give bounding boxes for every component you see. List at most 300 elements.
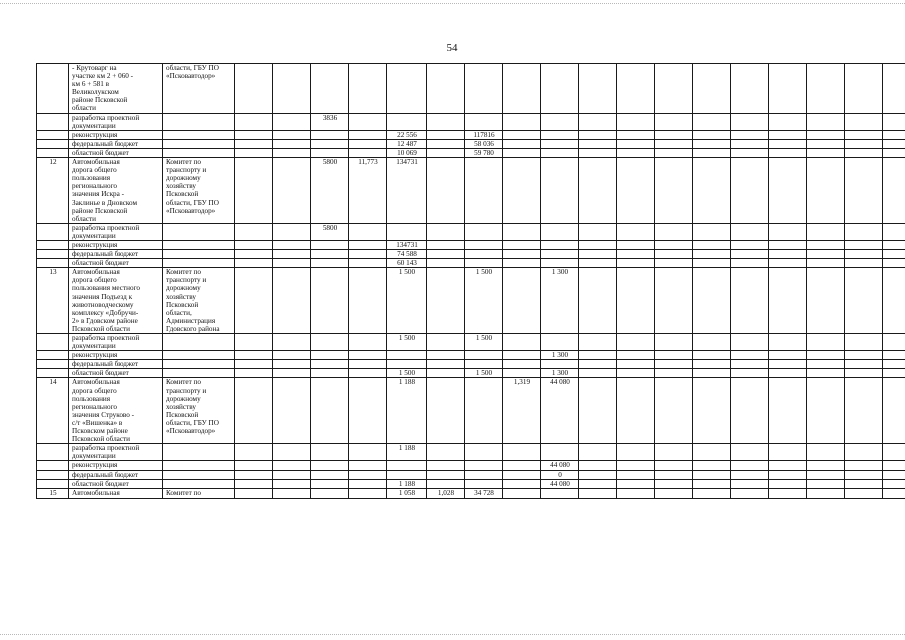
table-cell	[883, 488, 905, 498]
table-cell	[349, 378, 387, 444]
table-cell	[693, 444, 731, 461]
table-cell: 1 500	[387, 334, 427, 351]
table-cell	[427, 461, 465, 470]
table-cell	[845, 139, 883, 148]
table-cell	[427, 470, 465, 479]
table-cell	[769, 268, 807, 334]
table-cell	[807, 369, 845, 378]
table-cell	[387, 351, 427, 360]
table-cell	[235, 488, 273, 498]
table-cell	[311, 240, 349, 249]
table-row	[37, 158, 905, 224]
table-cell	[541, 360, 579, 369]
table-cell	[655, 334, 693, 351]
table-cell	[579, 223, 617, 240]
table-cell	[465, 378, 503, 444]
table-cell	[769, 334, 807, 351]
table-cell	[503, 488, 541, 498]
page-number: 54	[446, 42, 458, 54]
table-cell	[769, 369, 807, 378]
table-cell	[579, 470, 617, 479]
scan-edge-top	[0, 3, 905, 4]
table-cell	[503, 130, 541, 139]
table-cell	[427, 139, 465, 148]
table-subrow	[37, 351, 905, 360]
table-cell: 0	[541, 470, 579, 479]
table-cell	[807, 259, 845, 268]
table-cell	[845, 479, 883, 488]
table-cell	[541, 64, 579, 114]
table-cell	[273, 378, 311, 444]
table-cell	[617, 148, 655, 157]
table-cell	[503, 139, 541, 148]
table-cell	[731, 360, 769, 369]
table-cell	[427, 444, 465, 461]
table-cell	[235, 268, 273, 334]
table-cell: областной бюджет	[69, 479, 163, 488]
table-cell	[349, 223, 387, 240]
table-cell	[655, 113, 693, 130]
table-cell	[465, 444, 503, 461]
table-cell	[731, 369, 769, 378]
table-cell	[845, 64, 883, 114]
table-cell	[427, 64, 465, 114]
table-cell	[273, 334, 311, 351]
table-cell	[883, 369, 905, 378]
table-cell	[693, 378, 731, 444]
table-cell: Автомобильная дорога общего пользования регионального значения Струково - с/т «Вишенка» в Псковском районе Псковской области	[69, 378, 163, 444]
table-cell	[465, 250, 503, 259]
table-cell	[883, 378, 905, 444]
table-cell	[235, 378, 273, 444]
table-cell: Автомобильная дорога общего пользования местного значения Подъезд к животноводческому комплексу «Добручи- 2» в Гдовском районе Псковской области	[69, 268, 163, 334]
table-subrow	[37, 139, 905, 148]
table-cell	[731, 259, 769, 268]
table-cell	[427, 158, 465, 224]
table-cell	[845, 268, 883, 334]
table-cell	[579, 250, 617, 259]
table-cell	[731, 488, 769, 498]
projects-table	[36, 63, 905, 499]
table-cell	[235, 250, 273, 259]
table-cell	[541, 240, 579, 249]
table-cell	[427, 113, 465, 130]
table-cell	[655, 64, 693, 114]
table-cell	[273, 369, 311, 378]
table-cell	[37, 139, 69, 148]
table-cell	[273, 130, 311, 139]
table-cell	[37, 250, 69, 259]
table-cell: 1,028	[427, 488, 465, 498]
table-cell	[311, 369, 349, 378]
table-cell	[617, 259, 655, 268]
table-cell	[579, 64, 617, 114]
table-cell	[769, 223, 807, 240]
table-cell	[693, 259, 731, 268]
table-cell: разработка проектной документации	[69, 444, 163, 461]
table-cell	[579, 113, 617, 130]
table-cell	[37, 351, 69, 360]
table-cell: федеральный бюджет	[69, 250, 163, 259]
table-cell	[163, 479, 235, 488]
table-cell	[769, 444, 807, 461]
table-subrow	[37, 334, 905, 351]
table-cell	[273, 461, 311, 470]
table-cell	[807, 240, 845, 249]
table-cell	[731, 64, 769, 114]
table-cell	[883, 130, 905, 139]
table-cell	[163, 139, 235, 148]
table-cell	[579, 158, 617, 224]
table-cell	[273, 223, 311, 240]
table-cell: 15	[37, 488, 69, 498]
table-cell	[731, 334, 769, 351]
table-cell	[235, 259, 273, 268]
table-cell	[769, 130, 807, 139]
table-cell	[807, 488, 845, 498]
table-cell	[731, 444, 769, 461]
table-cell	[617, 351, 655, 360]
table-cell	[883, 113, 905, 130]
table-cell	[845, 488, 883, 498]
table-cell	[655, 470, 693, 479]
table-cell	[311, 470, 349, 479]
table-cell	[387, 470, 427, 479]
table-cell	[235, 479, 273, 488]
table-cell: 12 487	[387, 139, 427, 148]
table-subrow	[37, 360, 905, 369]
table-cell	[541, 158, 579, 224]
table-cell	[427, 240, 465, 249]
table-cell	[503, 148, 541, 157]
table-cell	[311, 378, 349, 444]
table-cell: реконструкция	[69, 461, 163, 470]
table-cell	[617, 240, 655, 249]
table-cell	[235, 351, 273, 360]
table-cell	[349, 130, 387, 139]
table-cell	[465, 351, 503, 360]
table-cell: 44 080	[541, 479, 579, 488]
table-cell	[807, 360, 845, 369]
table-cell: 44 080	[541, 378, 579, 444]
table-cell	[37, 334, 69, 351]
table-cell	[807, 130, 845, 139]
table-cell	[273, 148, 311, 157]
table-cell	[617, 378, 655, 444]
table-cell	[273, 259, 311, 268]
table-cell	[693, 268, 731, 334]
table-cell	[769, 378, 807, 444]
table-cell	[503, 461, 541, 470]
table-cell	[427, 223, 465, 240]
table-cell	[235, 470, 273, 479]
table-cell	[349, 334, 387, 351]
table-cell	[769, 259, 807, 268]
table-cell	[349, 240, 387, 249]
table-cell	[37, 223, 69, 240]
table-cell	[807, 139, 845, 148]
table-cell	[37, 148, 69, 157]
table-cell: Комитет по транспорту и дорожному хозяйству Псковской области, ГБУ ПО «Псковавтодор»	[163, 378, 235, 444]
table-cell: 134731	[387, 240, 427, 249]
table-cell	[311, 351, 349, 360]
table-cell: 1 500	[465, 334, 503, 351]
table-cell	[693, 360, 731, 369]
table-cell	[37, 259, 69, 268]
table-cell	[163, 130, 235, 139]
table-cell	[579, 130, 617, 139]
table-cell	[503, 444, 541, 461]
table-cell	[465, 240, 503, 249]
table-cell	[273, 351, 311, 360]
table-cell	[655, 479, 693, 488]
table-cell	[655, 351, 693, 360]
table-cell: 1 188	[387, 378, 427, 444]
table-cell	[163, 334, 235, 351]
table-cell	[883, 470, 905, 479]
table-cell	[693, 488, 731, 498]
table-cell	[807, 250, 845, 259]
table-cell	[769, 470, 807, 479]
table-cell	[617, 479, 655, 488]
table-cell	[731, 223, 769, 240]
table-cell	[579, 488, 617, 498]
table-cell	[769, 139, 807, 148]
table-cell	[387, 113, 427, 130]
table-cell: области, ГБУ ПО «Псковавтодор»	[163, 64, 235, 114]
table-cell	[37, 113, 69, 130]
table-cell	[693, 139, 731, 148]
table-subrow	[37, 223, 905, 240]
table-cell	[503, 334, 541, 351]
table-cell	[617, 488, 655, 498]
table-cell	[37, 64, 69, 114]
table-cell	[883, 479, 905, 488]
table-cell	[163, 470, 235, 479]
table-cell	[427, 360, 465, 369]
table-cell	[465, 64, 503, 114]
table-cell: 1 500	[387, 369, 427, 378]
table-cell	[349, 360, 387, 369]
table-cell	[311, 461, 349, 470]
table-cell	[163, 259, 235, 268]
table-cell	[883, 444, 905, 461]
table-cell	[37, 479, 69, 488]
table-cell: реконструкция	[69, 240, 163, 249]
table-cell	[655, 240, 693, 249]
table-cell	[427, 250, 465, 259]
table-cell	[503, 64, 541, 114]
table-cell	[769, 250, 807, 259]
table-cell: Комитет по транспорту и дорожному хозяйству Псковской области, ГБУ ПО «Псковавтодор»	[163, 158, 235, 224]
table-cell	[503, 113, 541, 130]
table-cell	[579, 444, 617, 461]
table-cell	[541, 488, 579, 498]
table-cell	[37, 130, 69, 139]
table-row	[37, 64, 905, 114]
table-cell	[617, 250, 655, 259]
table-cell	[235, 223, 273, 240]
table-cell	[163, 369, 235, 378]
table-cell	[693, 113, 731, 130]
table-cell	[731, 113, 769, 130]
table-cell	[807, 479, 845, 488]
table-cell	[845, 250, 883, 259]
table-cell	[731, 470, 769, 479]
table-subrow	[37, 479, 905, 488]
table-cell	[655, 488, 693, 498]
table-cell	[845, 369, 883, 378]
table-row	[37, 488, 905, 498]
table-cell	[579, 351, 617, 360]
table-cell	[655, 259, 693, 268]
table-cell	[311, 360, 349, 369]
table-cell	[311, 130, 349, 139]
table-cell	[883, 360, 905, 369]
table-cell	[845, 444, 883, 461]
table-subrow	[37, 148, 905, 157]
table-cell	[693, 158, 731, 224]
table-cell: 134731	[387, 158, 427, 224]
table-cell: 11,773	[349, 158, 387, 224]
table-cell	[235, 148, 273, 157]
table-cell	[503, 268, 541, 334]
table-cell: 44 080	[541, 461, 579, 470]
table-cell	[693, 470, 731, 479]
table-cell	[617, 360, 655, 369]
table-cell	[769, 148, 807, 157]
table-cell	[655, 139, 693, 148]
table-cell	[427, 369, 465, 378]
table-cell	[845, 158, 883, 224]
table-cell	[311, 64, 349, 114]
table-cell	[579, 378, 617, 444]
table-cell	[579, 369, 617, 378]
table-cell	[427, 259, 465, 268]
table-cell: 60 143	[387, 259, 427, 268]
table-cell: 34 728	[465, 488, 503, 498]
table-cell	[427, 130, 465, 139]
table-cell	[769, 461, 807, 470]
table-cell	[465, 479, 503, 488]
table-cell	[579, 148, 617, 157]
table-cell	[883, 158, 905, 224]
table-cell	[349, 250, 387, 259]
table-cell	[273, 113, 311, 130]
table-cell	[37, 470, 69, 479]
table-cell	[617, 470, 655, 479]
table-cell	[845, 148, 883, 157]
table-cell	[541, 139, 579, 148]
table-cell	[311, 488, 349, 498]
table-cell	[655, 148, 693, 157]
table-cell	[349, 113, 387, 130]
table-cell: 14	[37, 378, 69, 444]
table-cell	[579, 268, 617, 334]
table-cell	[845, 113, 883, 130]
table-cell	[349, 148, 387, 157]
table-cell	[37, 444, 69, 461]
table-row	[37, 378, 905, 444]
table-cell	[655, 378, 693, 444]
table-cell	[883, 334, 905, 351]
table-cell	[693, 130, 731, 139]
table-cell	[235, 369, 273, 378]
table-cell: 1,319	[503, 378, 541, 444]
table-cell	[807, 223, 845, 240]
table-cell	[235, 158, 273, 224]
table-cell	[349, 444, 387, 461]
table-cell	[655, 369, 693, 378]
table-cell	[273, 488, 311, 498]
table-cell	[617, 113, 655, 130]
table-cell	[235, 139, 273, 148]
table-cell: Комитет по	[163, 488, 235, 498]
table-cell: 1 188	[387, 444, 427, 461]
table-cell	[655, 461, 693, 470]
table-cell	[693, 369, 731, 378]
table-cell	[845, 470, 883, 479]
table-cell	[883, 268, 905, 334]
table-cell	[655, 223, 693, 240]
table-cell: Автомобильная дорога общего пользования регионального значения Искра - Заклинье в Дновском районе Псковской области	[69, 158, 163, 224]
table-cell	[235, 240, 273, 249]
table-cell: 12	[37, 158, 69, 224]
table-cell	[273, 360, 311, 369]
table-cell	[655, 130, 693, 139]
table-cell	[845, 130, 883, 139]
table-cell	[883, 461, 905, 470]
table-cell	[731, 158, 769, 224]
table-cell	[163, 461, 235, 470]
table-cell	[163, 250, 235, 259]
table-cell: 3836	[311, 113, 349, 130]
table-cell	[387, 360, 427, 369]
table-cell	[845, 259, 883, 268]
table-cell	[807, 268, 845, 334]
table-cell	[349, 470, 387, 479]
table-cell	[387, 223, 427, 240]
table-cell	[807, 444, 845, 461]
table-cell: областной бюджет	[69, 148, 163, 157]
table-cell	[163, 148, 235, 157]
table-cell	[465, 113, 503, 130]
table-cell	[273, 240, 311, 249]
table-cell	[617, 158, 655, 224]
table-cell	[37, 240, 69, 249]
table-cell	[769, 240, 807, 249]
table-subrow	[37, 470, 905, 479]
table-cell	[883, 139, 905, 148]
table-cell	[807, 461, 845, 470]
table-cell	[731, 148, 769, 157]
table-cell: разработка проектной документации	[69, 113, 163, 130]
table-cell	[579, 334, 617, 351]
table-cell	[349, 259, 387, 268]
table-cell: реконструкция	[69, 351, 163, 360]
table-cell	[387, 461, 427, 470]
table-cell: реконструкция	[69, 130, 163, 139]
table-cell	[273, 250, 311, 259]
table-cell	[807, 334, 845, 351]
table-cell	[349, 139, 387, 148]
table-cell	[769, 351, 807, 360]
table-cell	[273, 158, 311, 224]
table-cell: 1 500	[465, 369, 503, 378]
table-cell	[541, 334, 579, 351]
table-cell	[769, 479, 807, 488]
table-cell	[541, 148, 579, 157]
